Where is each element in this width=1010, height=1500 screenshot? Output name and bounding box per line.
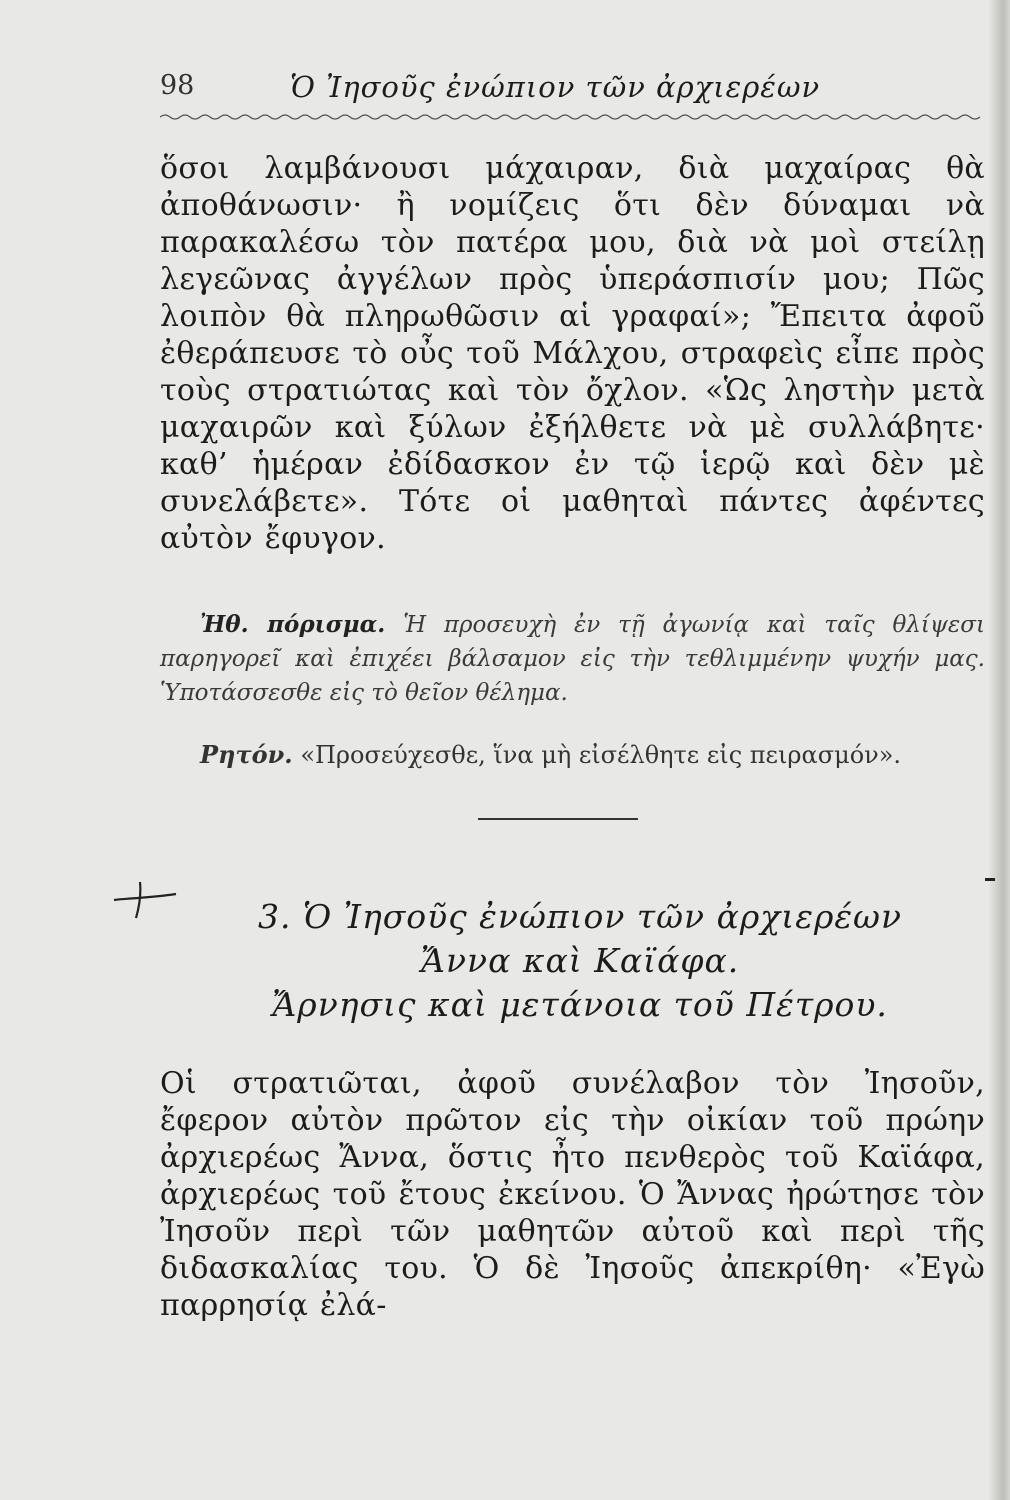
verse-line (200, 740, 990, 769)
running-title: Ὁ Ἰησοῦς ἐνώπιον τῶν ἀρχιερέων (290, 70, 821, 104)
page-header (160, 70, 1000, 110)
margin-dash-mark (985, 878, 995, 881)
section-heading-line-2: Ἄννα καὶ Καϊάφα. (420, 941, 740, 980)
section-heading-line-3: Ἄρνησις καὶ μετάνοια τοῦ Πέτρου. (272, 985, 888, 1024)
moral-note (160, 608, 985, 710)
moral-note-label: Ἠθ. πόρισμα. (200, 611, 386, 638)
verse-text: «Προσεύχεσθε, ἵνα μὴ εἰσέλθητε εἰς πειρασμόν». (300, 741, 902, 769)
moral-note-text: Ἡ προσευχὴ ἐν τῇ ἀγωνίᾳ καὶ ταῖς θλίψεσι παρηγορεῖ καὶ ἐπιχέει βάλσαμον εἰς τὴν τεθλιμμένην ψυχήν μας. Ὑποτάσσεσθε εἰς τὸ θεῖον θέλημα. (160, 612, 985, 706)
body-paragraph-1: ὅσοι λαμβάνουσι μάχαιραν, διὰ μαχαίρας θὰ ἀποθάνωσιν· ἢ νομίζεις ὅτι δὲν δύναμαι νὰ παρακαλέσω τὸν πατέρα μου, διὰ νὰ μοὶ στείλῃ λεγεῶνας ἀγγέλων πρὸς ὑπεράσπισίν μου; Πῶς λοιπὸν θὰ πληρωθῶσιν αἱ γραφαί»; Ἔπειτα ἀφοῦ ἐθεράπευσε τὸ οὖς τοῦ Μάλχου, στραφεὶς εἶπε πρὸς τοὺς στρατιώτας καὶ τὸν ὄχλον. «Ὡς ληστὴν μετὰ μαχαιρῶν καὶ ξύλων ἐξήλθετε νὰ μὲ συλλάβητε· καθ’ ἡμέραν ἐδίδασκον ἐν τῷ ἱερῷ καὶ δὲν μὲ συνελάβετε». Τότε οἱ μαθηταὶ πάντες ἀφέντες αὐτὸν ἔφυγον. (160, 151, 985, 556)
section-heading-line-1: 3. Ὁ Ἰησοῦς ἐνώπιον τῶν ἀρχιερέων (257, 897, 903, 936)
section-divider (478, 818, 638, 820)
page-edge-shadow (988, 0, 1010, 1500)
header-wavy-rule (160, 112, 985, 122)
body-paragraph-2: Οἱ στρατιῶται, ἀφοῦ συνέλαβον τὸν Ἰησοῦν, ἔφερον αὐτὸν πρῶτον εἰς τὴν οἰκίαν τοῦ πρώην ἀρχιερέως Ἄννα, ὅστις ἦτο πενθερὸς τοῦ Καϊάφα, ἀρχιερέως τοῦ ἔτους ἐκείνου. Ὁ Ἄννας ἠρώτησε τὸν Ἰησοῦν περὶ τῶν μαθητῶν αὐτοῦ καὶ περὶ τῆς διδασκαλίας του. Ὁ δὲ Ἰησοῦς ἀπεκρίθη· «Ἐγὼ παρρησίᾳ ἐλά- (160, 1066, 985, 1323)
section-heading (160, 895, 1000, 1027)
verse-label: Ρητόν. (200, 740, 293, 769)
page-number: 98 (160, 70, 195, 101)
